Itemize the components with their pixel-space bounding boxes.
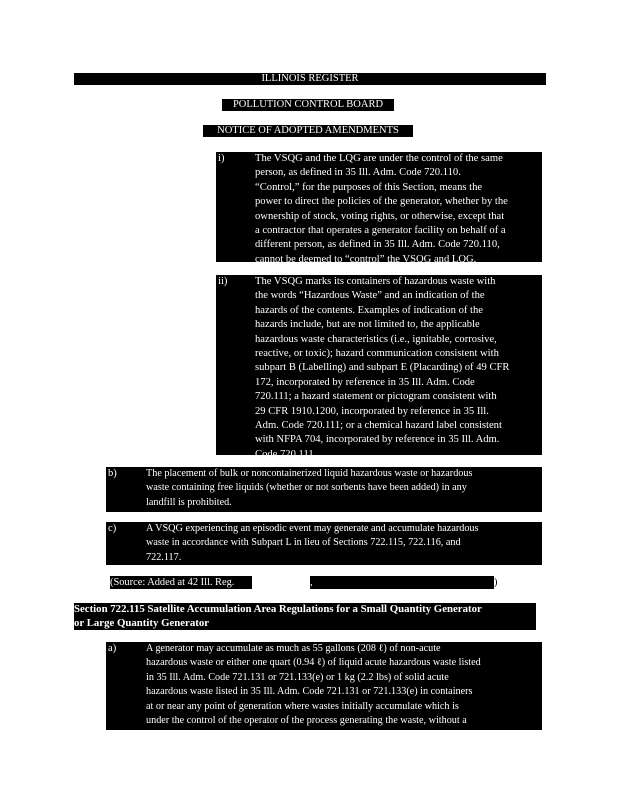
register-title-bar [74,73,546,85]
text-line: A generator may accumulate as much as 55 gallons (208 ℓ) of non-acute [146,643,441,654]
item-ii-text [255,275,542,462]
text-line: hazardous waste characteristics (i.e., ignitable, corrosive, [255,333,497,345]
text-line: hazards of the contents. Examples of indication of the [255,304,483,316]
item-i-text [255,152,542,267]
text-line: waste in accordance with Subpart L in lieu of Sections 722.115, 722.116, and [146,537,461,549]
text-line: in 35 Ill. Adm. Code 721.131 or 721.133(e) or 1 kg (2.2 lbs) of solid acute [146,671,449,683]
item-b-text [146,467,542,510]
text-line: a contractor that operates a generator facility on behalf of a [255,225,506,237]
text-line: at or near any point of generation where wastes initially accumulate which is [146,700,459,712]
item-b [106,467,542,512]
source-blank [340,576,494,589]
source-effective: , effective [310,577,347,601]
text-line: The VSQG and the LQG are under the control of the same [255,153,503,164]
notice-title: NOTICE OF ADOPTED AMENDMENTS [217,125,399,136]
item-a [106,642,542,730]
text-line: person, as defined in 35 Ill. Adm. Code 720.110. [255,167,461,179]
text-line: Adm. Code 720.111; or a chemical hazard label consistent [255,420,502,432]
text-line: under the control of the operator of the process generating the waste, without a [146,715,467,727]
item-c [106,522,542,565]
text-line: hazardous waste listed in 35 Ill. Adm. Code 721.131 or 721.133(e) in containers [146,686,473,698]
text-line: Code 720.111. [255,448,317,460]
text-line: power to direct the policies of the generator, whether by the [255,196,508,208]
item-a-text [146,642,542,728]
source-line [110,577,498,601]
text-line: The placement of bulk or noncontainerized liquid hazardous waste or hazardous [146,468,473,479]
item-i-label: i) [218,153,225,164]
item-i [216,152,542,265]
board-title-bar [222,99,394,111]
board-title: POLLUTION CONTROL BOARD [232,99,384,110]
text-line: hazards include, but are not limited to, the applicable [255,319,480,331]
text-line: hazardous waste or either one quart (0.94 ℓ) of liquid acute hazardous waste listed [146,657,481,669]
item-ii-label: ii) [218,276,228,287]
source-suffix: ) [494,577,498,588]
text-line: waste containing free liquids (whether or not sorbents have been added) in any [146,482,467,494]
text-line: subpart B (Labelling) and subpart E (Placarding) of 49 CFR [255,362,510,374]
text-line: 720.111; a hazard statement or pictogram consistent with [255,391,497,403]
text-line: 29 CFR 1910.1200, incorporated by reference in 35 Ill. [255,405,489,417]
text-line: A VSQG experiencing an episodic event may generate and accumulate hazardous [146,523,479,534]
section-heading-line: or Large Quantity Generator [74,616,210,629]
text-line: reactive, or toxic); hazard communication consistent with [255,348,499,360]
item-c-label: c) [108,523,117,534]
notice-title-bar [203,125,413,137]
source-prefix: (Source: Added at 42 Ill. Reg. [110,576,252,589]
section-heading-line: Section 722.115 Satellite Accumulation Area Regulations for a Small Quantity Generator [74,603,482,615]
text-line: The VSQG marks its containers of hazardous waste with [255,276,496,287]
text-line: with NFPA 704, incorporated by reference in 35 Ill. Adm. [255,434,500,446]
text-line: 172, incorporated by reference in 35 Ill. Adm. Code [255,376,475,388]
text-line: 722.117. [146,551,182,563]
section-heading [74,603,536,630]
text-line: landfill is prohibited. [146,496,232,508]
text-line: ownership of stock, voting rights, or otherwise, except that [255,210,505,222]
register-title: ILLINOIS REGISTER [261,73,359,84]
text-line: “Control,” for the purposes of this Section, means the [255,181,483,193]
item-ii [216,275,542,460]
item-b-label: b) [108,468,117,479]
text-line: cannot be deemed to “control” the VSQG and LQG. [255,253,477,265]
item-a-label: a) [108,643,117,654]
text-line: different person, as defined in 35 Ill. Adm. Code 720.110, [255,239,500,251]
item-c-text [146,522,542,565]
text-line: the words “Hazardous Waste” and an indication of the [255,290,485,302]
